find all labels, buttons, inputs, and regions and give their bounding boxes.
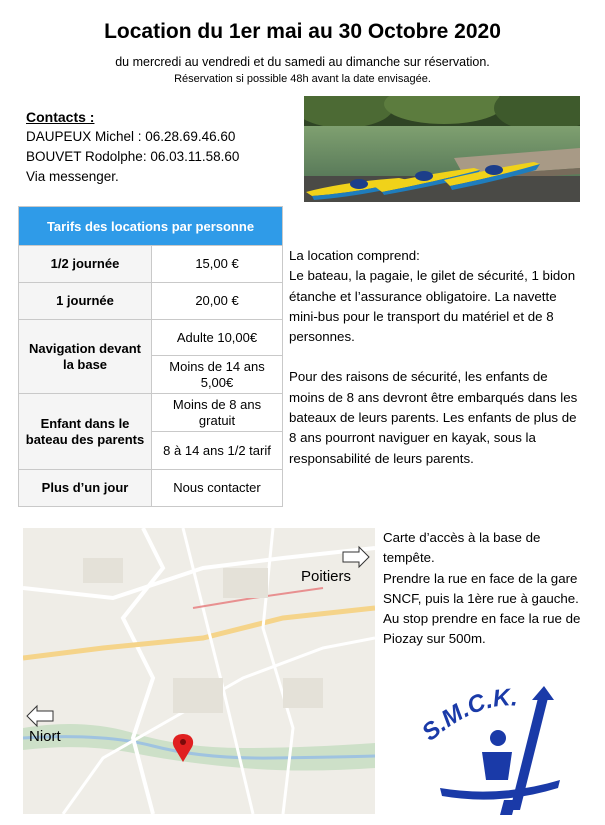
access-map — [23, 528, 375, 814]
contact-line: DAUPEUX Michel : 06.28.69.46.60 — [26, 129, 236, 144]
schedule-subtitle: du mercredi au vendredi et du samedi au dimanche sur réservation. — [115, 55, 490, 69]
securite-enfants: Pour des raisons de sécurité, les enfants de moins de 8 ans devront être embarqués dans les bateaux de leurs parents. Les enfants de plus de 8 ans pourront naviguer en kayak, sous la responsabilité de leurs parents. — [289, 369, 578, 466]
smck-logo-graphic — [420, 680, 580, 815]
smck-logo — [420, 680, 580, 815]
location-comprend — [289, 246, 581, 469]
contact-line: BOUVET Rodolphe: 06.03.11.58.60 — [26, 149, 240, 164]
row-value-navigation-moins-14: Moins de 14 ans 5,00€ — [152, 356, 283, 394]
row-value-plus-un-jour: Nous contacter — [152, 470, 283, 507]
access-intro: Carte d’accès à la base de tempête. — [383, 530, 541, 566]
contacts-heading: Contacts : — [26, 109, 95, 125]
comprend-intro: La location comprend: — [289, 248, 420, 263]
row-value-journee: 20,00 € — [152, 283, 283, 320]
row-label-navigation: Navigation devant la base — [19, 320, 152, 394]
row-value-enfant-8-14: 8 à 14 ans 1/2 tarif — [152, 432, 283, 470]
contact-line: Via messenger. — [26, 169, 119, 184]
row-label-plus-un-jour: Plus d’un jour — [19, 470, 152, 507]
tarifs-header: Tarifs des locations par personne — [19, 207, 283, 246]
reservation-note: Réservation si possible 48h avant la date envisagée. — [174, 73, 431, 85]
access-info — [383, 528, 583, 650]
access-directions: Prendre la rue en face de la gare SNCF, puis la 1ère rue à gauche. Au stop prendre en face la rue de Piozay sur 500m. — [383, 570, 581, 647]
tarifs-table — [18, 206, 283, 507]
page-title: Location du 1er mai au 30 Octobre 2020 — [104, 20, 501, 43]
contacts-block — [26, 107, 239, 187]
comprend-details: Le bateau, la pagaie, le gilet de sécurité, 1 bidon étanche et l’assurance obligatoire. La navette mini-bus pour le transport du matériel et de 8 personnes. — [289, 268, 576, 345]
row-label-journee: 1 journée — [19, 283, 152, 320]
map-label-niort: Niort — [29, 728, 61, 745]
map-label-poitiers: Poitiers — [301, 568, 352, 585]
kayaks-photo — [304, 96, 580, 202]
logo-text: .M.C.K. — [430, 684, 519, 737]
row-value-navigation-adulte: Adulte 10,00€ — [152, 320, 283, 356]
row-label-demi-journee: 1/2 journée — [19, 246, 152, 283]
row-value-demi-journee: 15,00 € — [152, 246, 283, 283]
kayaks-image — [304, 96, 580, 202]
row-value-enfant-moins-8: Moins de 8 ans gratuit — [152, 394, 283, 432]
row-label-enfant: Enfant dans le bateau des parents — [19, 394, 152, 470]
